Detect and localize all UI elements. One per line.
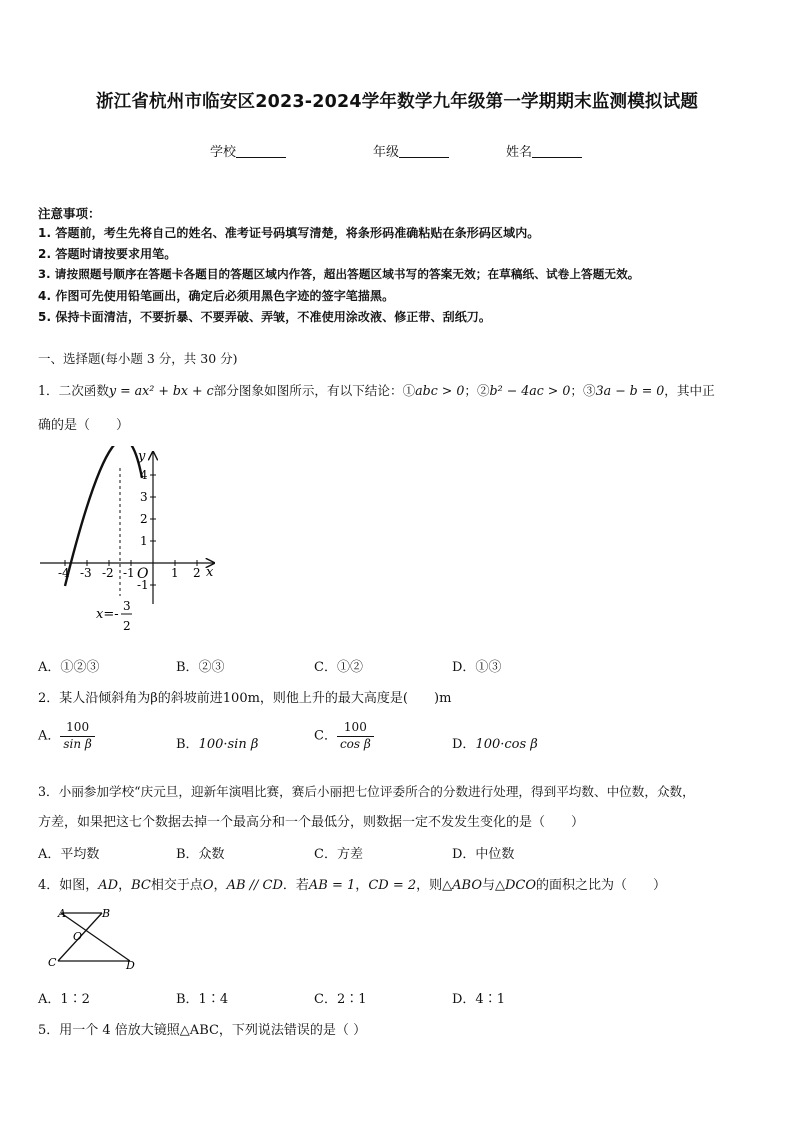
q2-option-d-value: 100·cos β (475, 737, 538, 752)
q1-text: ；③ (570, 383, 596, 398)
x-tick-label: -1 (123, 566, 135, 580)
q3-option-c[interactable]: C．方差 (314, 847, 363, 862)
y-tick-label: 4 (140, 468, 148, 482)
question-3-line-2: 方差，如果把这七个数据去掉一个最高分和一个最低分，则数据一定不发发生变化的是（ ） (38, 815, 585, 830)
point-o-label: O (73, 930, 83, 943)
note-item: 2. 答题时请按要求用笔。 (38, 247, 177, 261)
q1-text: ，其中正 (664, 383, 715, 398)
question-5: 5．用一个 4 倍放大镜照△ABC，下列说法错误的是（ ） (38, 1023, 367, 1038)
q1-conclusion-2: b² − 4ac > 0 (489, 383, 571, 398)
point-d-label: D (126, 959, 135, 972)
note-item: 1. 答题前，考生先将自己的姓名、准考证号码填写清楚，将条形码准确粘贴在条形码区域内。 (38, 226, 540, 240)
question-4: 4．如图，AD，BC相交于点O，AB // CD．若AB = 1，CD = 2，则△ABO与△DCO的面积之比为（ ） (38, 878, 667, 893)
q3-option-d[interactable]: D．中位数 (452, 847, 515, 862)
point-b-label: B (102, 907, 111, 920)
grade-field (373, 141, 449, 160)
q1-conclusion-3: 3a − b = 0 (595, 383, 665, 398)
q2-option-c-fraction: $\frac{100}{\text{cos β}}$ (337, 720, 374, 752)
school-field (210, 141, 286, 160)
name-label: 姓名 (506, 145, 533, 160)
q3-option-a[interactable]: A．平均数 (38, 847, 100, 862)
axis-equation-numerator: 3 (123, 599, 131, 613)
q4-option-a[interactable]: A．1∶2 (38, 992, 90, 1007)
y-tick-label: 3 (140, 490, 148, 504)
q2-option-d[interactable] (452, 733, 538, 752)
name-field (506, 141, 582, 160)
q2-option-c[interactable] (314, 720, 374, 752)
y-tick-label: -1 (137, 578, 149, 592)
grade-label: 年级 (373, 145, 400, 160)
q1-option-a[interactable]: A．①②③ (38, 660, 100, 675)
q1-text: 二次函数 (58, 383, 109, 398)
q2-option-a[interactable] (38, 720, 95, 752)
x-tick-label: -4 (58, 566, 70, 580)
q3-option-b[interactable]: B．众数 (176, 847, 225, 862)
parabola-curve (65, 446, 142, 586)
grade-blank (399, 145, 449, 158)
x-tick-label: 2 (193, 566, 201, 580)
x-tick-label: -2 (102, 566, 114, 580)
note-item: 4. 作图可先使用铅笔画出，确定后必须用黑色字迹的签字笔描黑。 (38, 289, 395, 303)
q1-conclusion-1: abc > 0 (415, 383, 465, 398)
axis-equation-denominator: 2 (123, 619, 131, 633)
page-title: 浙江省杭州市临安区2023-2024学年数学九年级第一学期期末监测模拟试题 (95, 92, 699, 112)
q1-line-2: 确的是（ ） (38, 418, 130, 433)
q1-parabola-graph (36, 446, 226, 642)
point-c-label: C (48, 956, 57, 969)
school-blank (236, 145, 286, 158)
x-tick-label: 1 (171, 566, 179, 580)
q2-option-b-value: 100·sin β (198, 737, 259, 752)
q2-option-b-label: B． (176, 737, 199, 752)
question-1 (38, 380, 715, 399)
question-2: 2．某人沿倾斜角为β的斜坡前进100m，则他上升的最大高度是( )m (38, 691, 452, 706)
q2-option-a-fraction: $\frac{100}{\text{sin β}}$ (60, 720, 94, 752)
q1-option-b[interactable]: B．②③ (176, 660, 225, 675)
school-label: 学校 (210, 145, 237, 160)
notes-heading: 注意事项： (38, 206, 101, 221)
x-axis-label: x (206, 565, 214, 580)
q2-option-a-label: A． (38, 728, 61, 744)
q1-text: 部分图象如图所示，有以下结论：① (213, 383, 416, 398)
q2-option-c-label: C． (314, 728, 337, 744)
point-a-label: A (58, 907, 66, 920)
q4-option-d[interactable]: D．4∶1 (452, 992, 505, 1007)
section-heading: 一、选择题(每小题 3 分，共 30 分) (38, 351, 238, 366)
q4-figure (44, 904, 144, 974)
q1-number: 1． (38, 383, 59, 398)
q4-option-c[interactable]: C．2∶1 (314, 992, 367, 1007)
origin-label: O (137, 566, 149, 582)
y-tick-label: 1 (140, 534, 148, 548)
q2-option-d-label: D． (452, 737, 476, 752)
note-item: 5. 保持卡面清洁，不要折暴、不要弄破、弄皱，不准使用涂改液、修正带、刮纸刀。 (38, 310, 491, 324)
q2-option-b[interactable] (176, 733, 258, 752)
q1-text: ；② (464, 383, 490, 398)
q4-option-b[interactable]: B．1∶4 (176, 992, 229, 1007)
q1-option-d[interactable]: D．①③ (452, 660, 502, 675)
question-3-line-1: 3．小丽参加学校“庆元旦，迎新年演唱比赛，赛后小丽把七位评委所合的分数进行处理，得到平均数、中位数，众数， (38, 784, 695, 799)
q1-option-c[interactable]: C．①② (314, 660, 363, 675)
y-axis-label: y (138, 449, 146, 464)
x-tick-label: -3 (80, 566, 92, 580)
note-item: 3. 请按照题号顺序在答题卡各题目的答题区域内作答，超出答题区域书写的答案无效；在草稿纸、试卷上答题无效。 (38, 267, 640, 281)
y-tick-label: 2 (140, 512, 148, 526)
axis-equation-label: x=- (96, 607, 119, 622)
q1-expression: y = ax² + bx + c (108, 383, 214, 398)
name-blank (532, 145, 582, 158)
